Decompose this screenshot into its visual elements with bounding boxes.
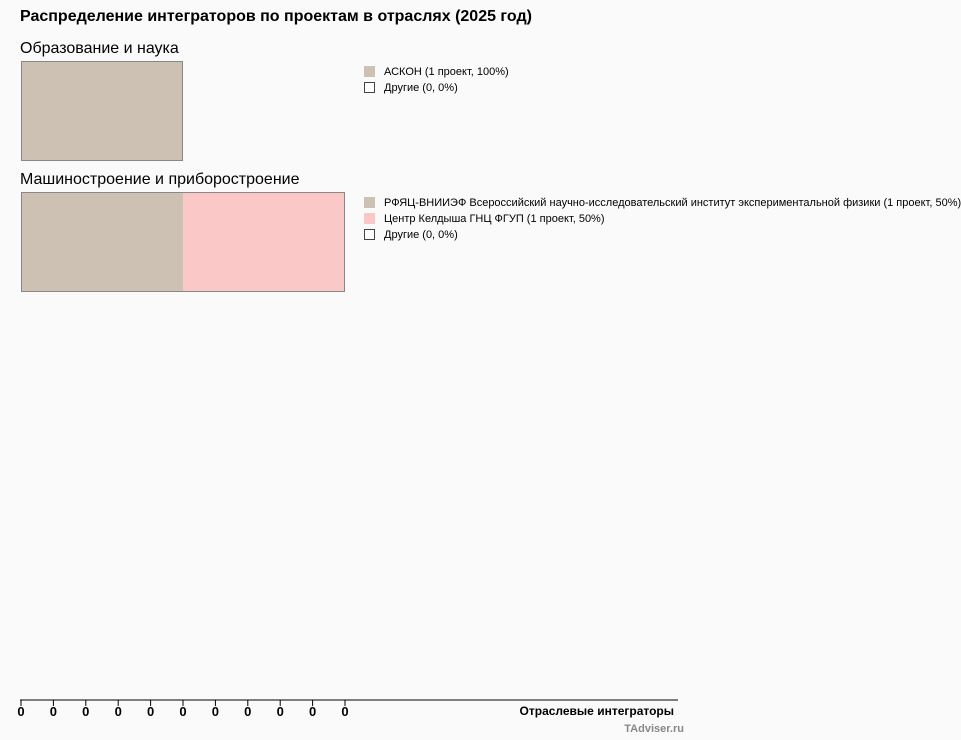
legend-label: Центр Келдыша ГНЦ ФГУП (1 проект, 50%): [384, 213, 605, 225]
legend-education: [364, 64, 698, 96]
x-tick-label: 0: [179, 704, 187, 719]
legend-swatch: [364, 197, 375, 208]
bar-segment: [21, 61, 183, 161]
legend-swatch: [364, 229, 375, 240]
x-tick-label: 0: [82, 704, 90, 719]
bar-segment: [183, 192, 345, 292]
x-axis-title: Отраслевые интеграторы: [519, 704, 674, 718]
x-tick-label: 0: [146, 704, 155, 719]
x-tick-label: 0: [341, 704, 349, 719]
group-title-education: Образование и наука: [20, 40, 179, 57]
legend-item: [364, 80, 698, 96]
group-title-machinery: Машиностроение и приборостроение: [20, 171, 300, 188]
legend-label: АСКОН (1 проект, 100%): [384, 66, 509, 78]
legend-item: [364, 211, 698, 227]
legend-label: Другие (0, 0%): [384, 229, 458, 241]
x-tick-label: 0: [114, 704, 122, 719]
x-tick-label: 0: [211, 704, 220, 719]
legend-swatch: [364, 66, 375, 77]
legend-swatch: [364, 213, 375, 224]
brand-watermark: TAdviser.ru: [624, 723, 684, 735]
legend-machinery: [364, 195, 961, 243]
bar-segment: [21, 192, 183, 292]
legend-label: РФЯЦ-ВНИИЭФ Всероссийский научно-исследовательский институт экспериментальной физики (1 проект, 50%): [384, 197, 961, 209]
chart-title: Распределение интеграторов по проектам в отраслях (2025 год): [20, 8, 532, 25]
x-tick-label: 0: [244, 704, 252, 719]
legend-item: [364, 64, 698, 80]
x-tick-label: 0: [17, 704, 25, 719]
x-tick-label: 0: [308, 704, 317, 719]
legend-item: [364, 195, 961, 211]
x-tick-label: 0: [276, 704, 284, 719]
x-tick-label: 0: [49, 704, 58, 719]
legend-label: Другие (0, 0%): [384, 82, 458, 94]
legend-swatch: [364, 82, 375, 93]
legend-item: [364, 227, 698, 243]
